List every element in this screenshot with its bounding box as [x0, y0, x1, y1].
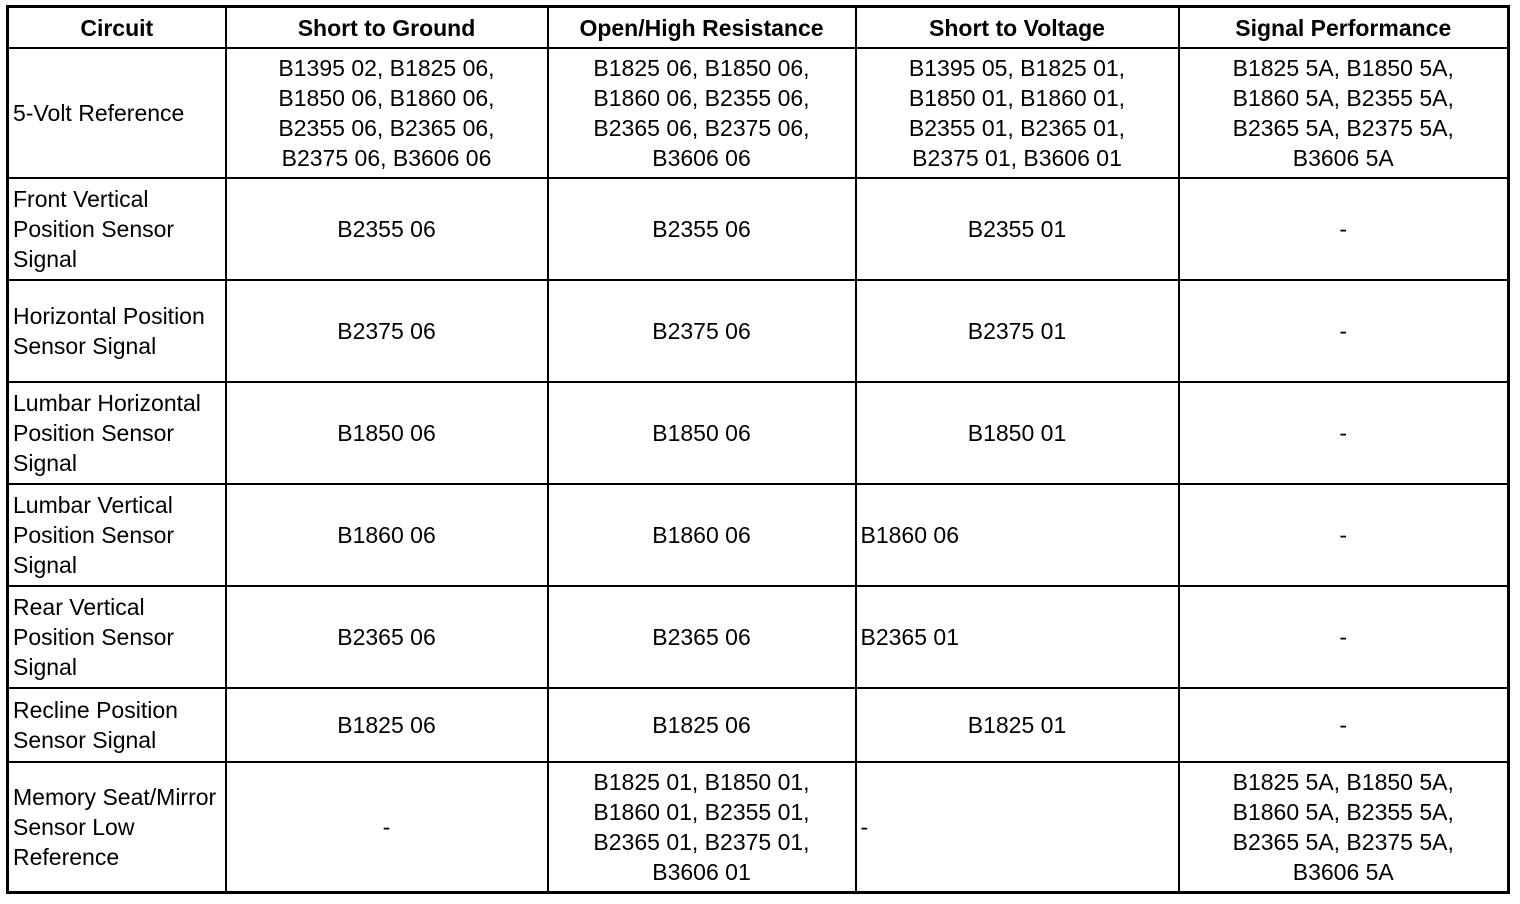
signal-performance-cell: [1179, 762, 1509, 892]
short-to-ground-cell: B2355 06: [226, 178, 548, 280]
circuit-cell: Lumbar Horizontal Position Sensor Signal: [8, 382, 226, 484]
short-to-voltage-cell: [856, 48, 1179, 178]
code-line: B1825 5A, B1850 5A,: [1232, 768, 1454, 795]
signal-performance-cell: -: [1179, 586, 1509, 688]
code-line: B1850 06, B1860 06,: [278, 85, 495, 111]
header-short-to-voltage: Short to Voltage: [856, 7, 1179, 49]
open-high-resistance-cell: B2375 06: [548, 280, 856, 382]
code-line: B2375 06, B3606 06: [281, 145, 492, 171]
short-to-voltage-cell: B1825 01: [856, 688, 1179, 762]
code-line: B2365 5A, B2375 5A,: [1232, 115, 1454, 141]
code-line: B1860 01, B2355 01,: [593, 798, 810, 825]
table-row: [8, 484, 1509, 586]
code-line: B1860 06, B2355 06,: [593, 85, 810, 111]
code-line: B3606 06: [652, 145, 751, 171]
circuit-cell: 5-Volt Reference: [8, 48, 226, 178]
short-to-ground-cell: [226, 48, 548, 178]
short-to-voltage-cell: B2355 01: [856, 178, 1179, 280]
table-row: [8, 178, 1509, 280]
code-line: B1395 02, B1825 06,: [278, 55, 495, 81]
circuit-cell: Memory Seat/Mirror Sensor Low Reference: [8, 762, 226, 892]
code-line: B1825 01, B1850 01,: [593, 768, 810, 795]
code-line: B2365 06, B2375 06,: [593, 115, 810, 141]
code-line: B2355 01, B2365 01,: [908, 115, 1126, 141]
circuit-cell: Front Vertical Position Sensor Signal: [8, 178, 226, 280]
table-row: [8, 382, 1509, 484]
header-open-high-resistance: Open/High Resistance: [548, 7, 856, 49]
signal-performance-cell: -: [1179, 484, 1509, 586]
code-line: B1825 5A, B1850 5A,: [1232, 55, 1454, 81]
table-row: [8, 688, 1509, 762]
code-line: B2365 5A, B2375 5A,: [1232, 828, 1454, 855]
code-line: B3606 5A: [1292, 858, 1394, 885]
code-line: B1395 05, B1825 01,: [908, 55, 1126, 81]
open-high-resistance-cell: [548, 762, 856, 892]
circuit-cell: Horizontal Position Sensor Signal: [8, 280, 226, 382]
dtc-table: [6, 5, 1510, 894]
open-high-resistance-cell: B2355 06: [548, 178, 856, 280]
short-to-ground-cell: B2375 06: [226, 280, 548, 382]
header-row: [8, 7, 1509, 49]
circuit-cell: Recline Position Sensor Signal: [8, 688, 226, 762]
signal-performance-cell: -: [1179, 178, 1509, 280]
circuit-cell: Rear Vertical Position Sensor Signal: [8, 586, 226, 688]
short-to-voltage-cell: B2375 01: [856, 280, 1179, 382]
signal-performance-cell: -: [1179, 382, 1509, 484]
code-line: B1850 01, B1860 01,: [908, 85, 1126, 111]
table-row: [8, 586, 1509, 688]
open-high-resistance-cell: B1850 06: [548, 382, 856, 484]
code-line: B3606 01: [652, 858, 751, 885]
code-line: B2365 01, B2375 01,: [593, 828, 810, 855]
short-to-voltage-cell: B1860 06: [856, 484, 1179, 586]
signal-performance-cell: -: [1179, 688, 1509, 762]
short-to-voltage-cell: B1850 01: [856, 382, 1179, 484]
short-to-ground-cell: B1860 06: [226, 484, 548, 586]
code-line: B1860 5A, B2355 5A,: [1232, 85, 1454, 111]
code-line: B1825 06, B1850 06,: [593, 55, 810, 81]
table-row: [8, 48, 1509, 178]
signal-performance-cell: -: [1179, 280, 1509, 382]
short-to-ground-cell: B2365 06: [226, 586, 548, 688]
signal-performance-cell: [1179, 48, 1509, 178]
short-to-ground-cell: B1825 06: [226, 688, 548, 762]
code-line: B3606 5A: [1292, 145, 1394, 171]
short-to-ground-cell: B1850 06: [226, 382, 548, 484]
open-high-resistance-cell: B1825 06: [548, 688, 856, 762]
short-to-voltage-cell: -: [856, 762, 1179, 892]
table-row: [8, 762, 1509, 892]
open-high-resistance-cell: B2365 06: [548, 586, 856, 688]
short-to-ground-cell: -: [226, 762, 548, 892]
open-high-resistance-cell: B1860 06: [548, 484, 856, 586]
code-line: B1860 5A, B2355 5A,: [1232, 798, 1454, 825]
table-row: [8, 280, 1509, 382]
short-to-voltage-cell: B2365 01: [856, 586, 1179, 688]
header-short-to-ground: Short to Ground: [226, 7, 548, 49]
code-line: B2375 01, B3606 01: [912, 145, 1122, 171]
circuit-cell: Lumbar Vertical Position Sensor Signal: [8, 484, 226, 586]
open-high-resistance-cell: [548, 48, 856, 178]
code-line: B2355 06, B2365 06,: [278, 115, 495, 141]
header-circuit: Circuit: [8, 7, 226, 49]
header-signal-performance: Signal Performance: [1179, 7, 1509, 49]
